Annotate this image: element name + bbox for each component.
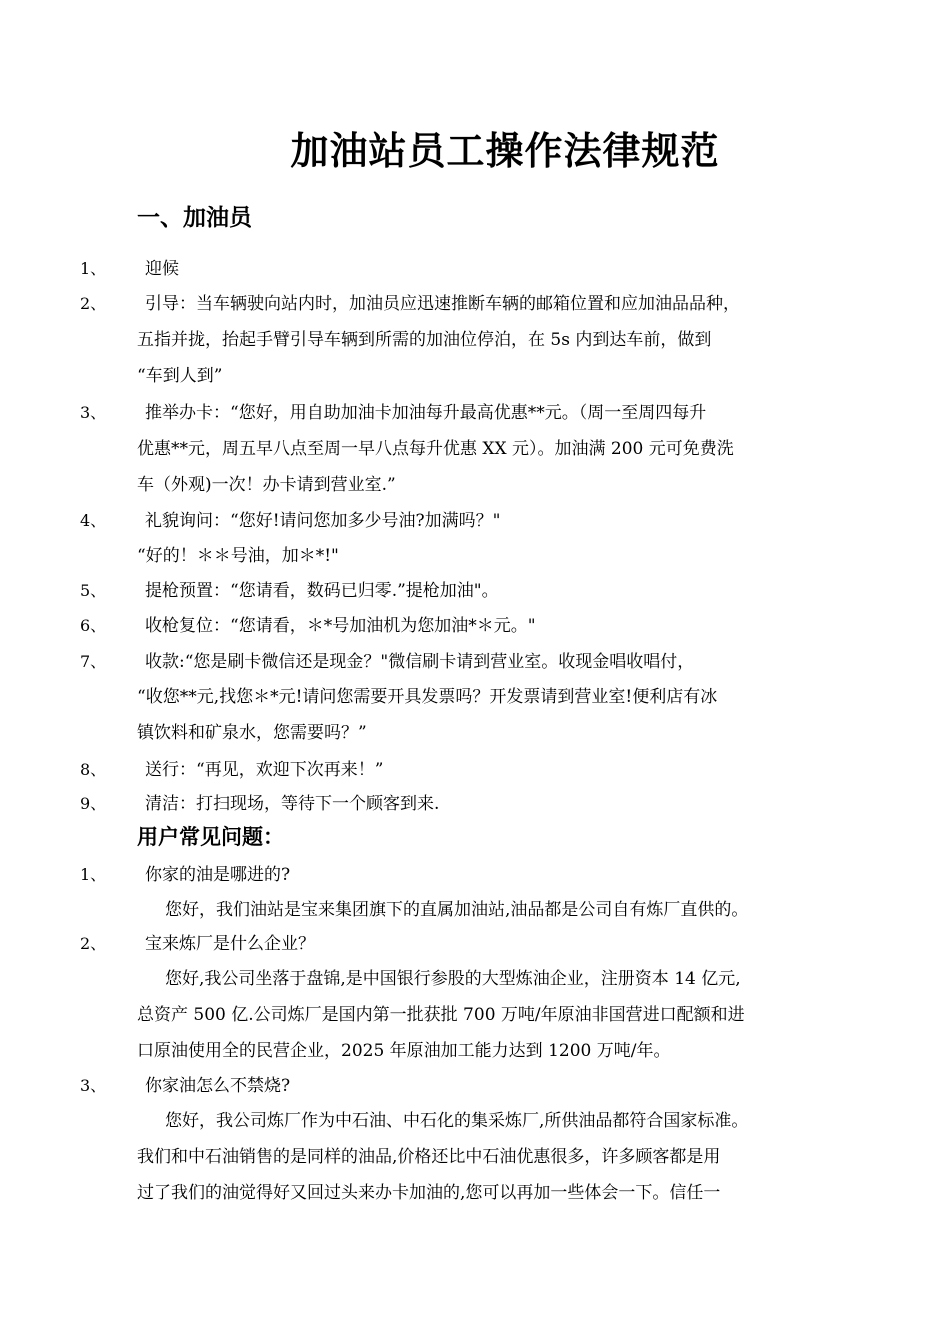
faq-answer: 您好,我公司坐落于盘锦,是中国银行参股的大型炼油企业，注册资本 14 亿元, — [165, 969, 741, 989]
page-title: 加油站员工操作法律规范 — [290, 129, 720, 173]
item-number: 6、 — [80, 616, 107, 635]
item-text: “收您**元,找您＊*元!请问您需要开具发票吗？开发票请到营业室!便利店有冰 — [137, 687, 718, 707]
item-text: 车（外观)一次！办卡请到营业室.” — [137, 475, 396, 495]
item-text: 镇饮料和矿泉水，您需要吗？” — [137, 723, 367, 743]
item-number: 1、 — [80, 259, 107, 278]
item-text: “好的！＊＊号油，加＊*!" — [137, 546, 339, 566]
item-text: “车到人到” — [137, 366, 223, 386]
item-text: 送行：“再见，欢迎下次再来！” — [145, 760, 384, 780]
faq-number: 1、 — [80, 865, 107, 884]
item-number: 3、 — [80, 403, 107, 422]
item-text: 收枪复位：“您请看，＊*号加油机为您加油*＊元。" — [145, 616, 536, 636]
faq-question: 你家油怎么不禁烧? — [145, 1076, 291, 1096]
faq-number: 2、 — [80, 934, 107, 953]
faq-answer: 口原油使用全的民营企业，2025 年原油加工能力达到 1200 万吨/年。 — [137, 1041, 671, 1061]
item-text: 迎候 — [145, 259, 179, 279]
item-text: 推举办卡：“您好，用自助加油卡加油每升最高优惠**元。（周一至周四每升 — [145, 403, 707, 423]
item-number: 5、 — [80, 581, 107, 600]
item-text: 清洁：打扫现场，等待下一个顾客到来. — [145, 794, 440, 814]
faq-answer: 过了我们的油觉得好又回过头来办卡加油的,您可以再加一些体会一下。信任一 — [137, 1183, 721, 1203]
faq-answer: 您好，我们油站是宝来集团旗下的直属加油站,油品都是公司自有炼厂直供的。 — [165, 900, 749, 920]
faq-answer: 您好，我公司炼厂作为中石油、中石化的集采炼厂,所供油品都符合国家标准。 — [165, 1111, 749, 1131]
item-text: 收款:“您是刷卡微信还是现金？"微信刷卡请到营业室。收现金唱收唱付， — [145, 652, 695, 672]
item-text: 礼貌询问：“您好!请问您加多少号油?加满吗？" — [145, 511, 501, 531]
item-text: 优惠**元，周五早八点至周一早八点每升优惠 XX 元）。加油满 200 元可免费洗 — [137, 439, 734, 459]
faq-question: 你家的油是哪进的? — [145, 865, 291, 885]
item-text: 五指并拢，抬起手臂引导车辆到所需的加油位停泊，在 5s 内到达车前，做到 — [137, 330, 712, 350]
section-heading-faq: 用户常见问题： — [137, 825, 284, 849]
item-number: 9、 — [80, 794, 107, 813]
faq-question: 宝来炼厂是什么企业？ — [145, 934, 315, 954]
faq-number: 3、 — [80, 1076, 107, 1095]
item-number: 8、 — [80, 760, 107, 779]
item-number: 4、 — [80, 511, 107, 530]
item-number: 2、 — [80, 294, 107, 313]
faq-answer: 我们和中石油销售的是同样的油品,价格还比中石油优惠很多，许多顾客都是用 — [137, 1147, 721, 1167]
section-heading-attendant: 一、加油员 — [137, 205, 252, 231]
item-text: 提枪预置：“您请看，数码已归零.”提枪加油"。 — [145, 581, 499, 601]
faq-answer: 总资产 500 亿.公司炼厂是国内第一批获批 700 万吨/年原油非国营进口配额和进 — [137, 1005, 745, 1025]
item-number: 7、 — [80, 652, 107, 671]
item-text: 引导：当车辆驶向站内时，加油员应迅速推断车辆的邮箱位置和应加油品品种， — [145, 294, 740, 314]
